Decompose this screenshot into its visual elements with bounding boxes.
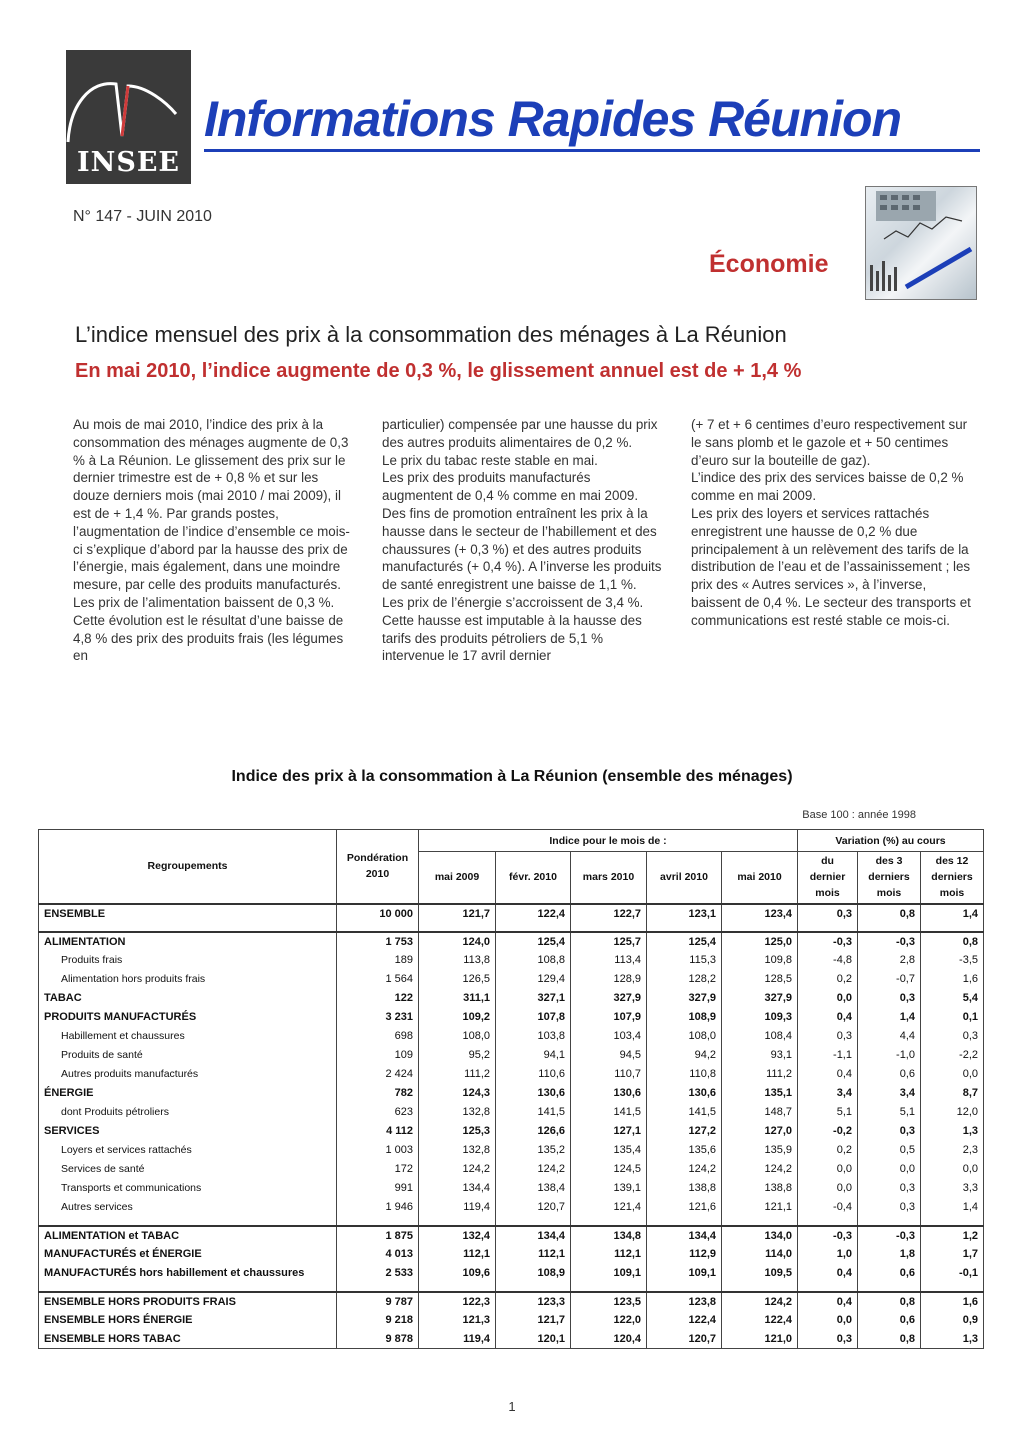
table-row [39,1198,984,1217]
row-weight: 9 787 [337,1292,419,1311]
article-paragraph: Les prix de l’énergie s’accroissent de 3,4 %. Cette hausse est imputable à la hausse des tarifs des produits pétroliers de 5,1 % intervenue le 17 avril dernier [382,594,644,664]
variation-cell: 4,4 [858,1027,921,1046]
variation-cell: 0,2 [798,970,858,989]
row-weight: 623 [337,1103,419,1122]
article-headline: L’indice mensuel des prix à la consommation des ménages à La Réunion [75,322,787,347]
variation-cell: 5,1 [798,1103,858,1122]
page-number: 1 [508,1399,516,1414]
header-regroupements: Regroupements [39,830,337,904]
variation-cell: 0,3 [858,989,921,1008]
header-index-group: Indice pour le mois de : [419,830,798,852]
index-cell: 124,2 [419,1160,496,1179]
index-cell: 111,2 [722,1065,798,1084]
variation-cell: 0,6 [858,1065,921,1084]
index-cell: 94,5 [571,1046,647,1065]
article-paragraph: Le prix du tabac reste stable en mai. [382,452,598,468]
index-cell: 135,2 [496,1141,571,1160]
variation-cell: -0,4 [798,1198,858,1217]
index-cell: 132,8 [419,1141,496,1160]
row-label: MANUFACTURÉS hors habillement et chaussures [39,1264,337,1283]
index-cell: 134,4 [647,1226,722,1245]
index-cell: 138,4 [496,1179,571,1198]
index-cell: 108,8 [496,951,571,970]
row-weight: 1 564 [337,970,419,989]
variation-cell: -1,1 [798,1046,858,1065]
variation-cell: -0,7 [858,970,921,989]
index-cell: 111,2 [419,1065,496,1084]
row-label: Produits frais [39,951,337,970]
index-cell: 128,9 [571,970,647,989]
table-row [39,1065,984,1084]
index-cell: 135,6 [647,1141,722,1160]
index-cell: 112,9 [647,1245,722,1264]
table-group-spacer [39,1283,984,1292]
index-cell: 130,6 [496,1084,571,1103]
variation-cell: -0,1 [921,1264,984,1283]
article-paragraph: Les prix de l’alimentation baissent de 0,3 %. Cette évolution est le résultat d’une baisse de 4,8 % des prix des produits frais (les légumes en [73,594,344,664]
variation-cell: 5,4 [921,989,984,1008]
article-paragraph: L’indice des prix des services baisse de 0,2 % comme en mai 2009. [691,470,964,504]
variation-cell: 8,7 [921,1084,984,1103]
variation-cell: 0,0 [798,1179,858,1198]
index-cell: 120,7 [496,1198,571,1217]
index-cell: 113,8 [419,951,496,970]
index-cell: 108,4 [722,1027,798,1046]
index-cell: 125,4 [496,932,571,951]
table-row [39,989,984,1008]
variation-cell: 1,6 [921,1292,984,1311]
index-cell: 126,6 [496,1122,571,1141]
table-row [39,1027,984,1046]
index-cell: 123,8 [647,1292,722,1311]
index-cell: 134,8 [571,1226,647,1245]
index-cell: 327,1 [496,989,571,1008]
insee-logo-text: INSEE [77,147,180,178]
table-row [39,1008,984,1027]
row-weight: 3 231 [337,1008,419,1027]
index-cell: 122,3 [419,1292,496,1311]
row-weight: 2 533 [337,1264,419,1283]
index-cell: 112,1 [571,1245,647,1264]
issue-number: N° 147 - JUIN 2010 [73,208,212,225]
variation-cell: 0,3 [858,1198,921,1217]
variation-cell: -2,2 [921,1046,984,1065]
index-cell: 124,5 [571,1160,647,1179]
article-paragraph: Les prix des loyers et services rattachés enregistrent une hausse de 0,2 % due principalement à un relèvement des tarifs de la distribution de l’eau et de l’assainissement ; les prix des « Autres services », à l’inverse, baissent de 0,4 %. Le secteur des transports et communications est resté stable ce mois-ci. [691,505,971,628]
index-cell: 112,1 [419,1245,496,1264]
row-label: ALIMENTATION [39,932,337,951]
index-cell: 94,1 [496,1046,571,1065]
index-cell: 94,2 [647,1046,722,1065]
table-row [39,1046,984,1065]
row-weight: 2 424 [337,1065,419,1084]
row-weight: 122 [337,989,419,1008]
index-cell: 125,0 [722,932,798,951]
index-cell: 122,4 [496,904,571,923]
variation-cell: 0,3 [798,1330,858,1349]
header-month: mai 2009 [419,852,496,904]
header-variation: du dernier mois [798,852,858,904]
index-cell: 128,5 [722,970,798,989]
row-label: ENSEMBLE HORS TABAC [39,1330,337,1349]
table-row [39,1141,984,1160]
variation-cell: 0,0 [798,1160,858,1179]
table-row [39,904,984,923]
index-cell: 121,1 [722,1198,798,1217]
index-cell: 128,2 [647,970,722,989]
variation-cell: -0,3 [858,932,921,951]
index-cell: 127,0 [722,1122,798,1141]
row-label: PRODUITS MANUFACTURÉS [39,1008,337,1027]
variation-cell: 0,8 [858,1292,921,1311]
table-row [39,1330,984,1349]
table-row [39,970,984,989]
table-row [39,951,984,970]
index-cell: 120,1 [496,1330,571,1349]
row-label: ÉNERGIE [39,1084,337,1103]
row-label: MANUFACTURÉS et ÉNERGIE [39,1245,337,1264]
header-variation-group: Variation (%) au cours [798,830,984,852]
table-row [39,1103,984,1122]
table-row [39,1160,984,1179]
article-column-3 [691,416,973,630]
index-cell: 138,8 [722,1179,798,1198]
row-weight: 4 013 [337,1245,419,1264]
variation-cell: 0,4 [798,1008,858,1027]
variation-cell: 0,8 [921,932,984,951]
index-cell: 132,4 [419,1226,496,1245]
header-month: avril 2010 [647,852,722,904]
index-cell: 113,4 [571,951,647,970]
index-cell: 311,1 [419,989,496,1008]
row-weight: 109 [337,1046,419,1065]
index-cell: 124,3 [419,1084,496,1103]
index-cell: 122,0 [571,1311,647,1330]
article-paragraph: Les prix des produits manufacturés augmentent de 0,4 % comme en mai 2009. Des fins de promotion entraînent les prix à la hausse dans le secteur de l’habillement et des chaussures (+ 0,3 %) et des autres produits manufacturés (+ 0,4 %). A l’inverse les produits de santé enregistrent une baisse de 1,1 %. [382,470,662,593]
index-cell: 109,5 [722,1264,798,1283]
variation-cell: -0,3 [798,932,858,951]
index-cell: 121,7 [496,1311,571,1330]
base-note: Base 100 : année 1998 [802,809,916,821]
variation-cell: 1,2 [921,1226,984,1245]
row-weight: 1 753 [337,932,419,951]
table-row [39,1226,984,1245]
spacer-cell [39,1217,337,1226]
index-cell: 148,7 [722,1103,798,1122]
index-cell: 114,0 [722,1245,798,1264]
article-paragraph: (+ 7 et + 6 centimes d’euro respectivement sur le sans plomb et le gazole et + 50 centimes d’euro sur la bouteille de gaz). [691,417,968,468]
row-label: TABAC [39,989,337,1008]
variation-cell: -4,8 [798,951,858,970]
row-label: Loyers et services rattachés [39,1141,337,1160]
variation-cell: 0,3 [858,1179,921,1198]
variation-cell: 1,4 [921,904,984,923]
index-cell: 121,7 [419,904,496,923]
section-label: Économie [709,250,829,278]
spacer-cell [39,923,337,932]
index-cell: 135,9 [722,1141,798,1160]
index-cell: 134,4 [419,1179,496,1198]
variation-cell: 0,8 [858,904,921,923]
row-weight: 10 000 [337,904,419,923]
row-label: ENSEMBLE HORS PRODUITS FRAIS [39,1292,337,1311]
header-month: mars 2010 [571,852,647,904]
index-cell: 139,1 [571,1179,647,1198]
variation-cell: 0,3 [858,1122,921,1141]
index-cell: 119,4 [419,1198,496,1217]
index-cell: 124,2 [496,1160,571,1179]
index-cell: 138,8 [647,1179,722,1198]
index-cell: 130,6 [571,1084,647,1103]
index-cell: 121,0 [722,1330,798,1349]
index-cell: 123,3 [496,1292,571,1311]
index-cell: 125,4 [647,932,722,951]
header-ponderation: Pondération 2010 [337,830,419,904]
index-cell: 121,4 [571,1198,647,1217]
variation-cell: 0,8 [858,1330,921,1349]
variation-cell: 5,1 [858,1103,921,1122]
index-cell: 103,4 [571,1027,647,1046]
index-cell: 124,2 [722,1160,798,1179]
index-cell: 327,9 [571,989,647,1008]
index-cell: 112,1 [496,1245,571,1264]
index-cell: 108,9 [647,1008,722,1027]
index-cell: 130,6 [647,1084,722,1103]
header-month: mai 2010 [722,852,798,904]
table-group-spacer [39,1217,984,1226]
index-cell: 124,0 [419,932,496,951]
row-label: Alimentation hors produits frais [39,970,337,989]
variation-cell: 0,6 [858,1264,921,1283]
index-cell: 107,9 [571,1008,647,1027]
title-underline [204,149,980,152]
index-cell: 110,6 [496,1065,571,1084]
index-cell: 120,4 [571,1330,647,1349]
variation-cell: 0,6 [858,1311,921,1330]
row-weight: 172 [337,1160,419,1179]
index-cell: 120,7 [647,1330,722,1349]
variation-cell: -0,3 [858,1226,921,1245]
index-cell: 115,3 [647,951,722,970]
index-cell: 122,7 [571,904,647,923]
variation-cell: 0,3 [798,904,858,923]
variation-cell: 3,3 [921,1179,984,1198]
index-cell: 123,1 [647,904,722,923]
index-cell: 135,1 [722,1084,798,1103]
variation-cell: 2,8 [858,951,921,970]
variation-cell: -0,3 [798,1226,858,1245]
row-label: Autres produits manufacturés [39,1065,337,1084]
row-label: ENSEMBLE [39,904,337,923]
index-cell: 127,2 [647,1122,722,1141]
index-cell: 119,4 [419,1330,496,1349]
variation-cell: 0,4 [798,1065,858,1084]
index-cell: 125,7 [571,932,647,951]
index-cell: 109,6 [419,1264,496,1283]
index-cell: 103,8 [496,1027,571,1046]
row-weight: 991 [337,1179,419,1198]
index-cell: 109,2 [419,1008,496,1027]
table-title: Indice des prix à la consommation à La Réunion (ensemble des ménages) [231,768,793,785]
calculator-chart-photo [865,186,977,300]
index-cell: 121,3 [419,1311,496,1330]
article-subheadline: En mai 2010, l’indice augmente de 0,3 %, le glissement annuel est de + 1,4 % [75,360,802,382]
variation-cell: 0,0 [921,1065,984,1084]
table-row [39,932,984,951]
index-cell: 109,1 [571,1264,647,1283]
row-weight: 9 218 [337,1311,419,1330]
variation-cell: 2,3 [921,1141,984,1160]
variation-cell: 1,4 [858,1008,921,1027]
article-column-1 [73,416,355,665]
index-cell: 127,1 [571,1122,647,1141]
row-weight: 9 878 [337,1330,419,1349]
index-cell: 107,8 [496,1008,571,1027]
table-row [39,1264,984,1283]
variation-cell: 1,0 [798,1245,858,1264]
variation-cell: 1,3 [921,1330,984,1349]
index-cell: 134,0 [722,1226,798,1245]
row-label: Autres services [39,1198,337,1217]
index-cell: 327,9 [647,989,722,1008]
variation-cell: 1,6 [921,970,984,989]
row-label: Produits de santé [39,1046,337,1065]
index-cell: 110,7 [571,1065,647,1084]
variation-cell: 12,0 [921,1103,984,1122]
variation-cell: 3,4 [858,1084,921,1103]
variation-cell: 3,4 [798,1084,858,1103]
table-row [39,1084,984,1103]
row-label: Services de santé [39,1160,337,1179]
variation-cell: 0,3 [921,1027,984,1046]
spacer-cell [39,1283,337,1292]
publication-title: Informations Rapides Réunion [204,91,902,147]
table-row [39,1311,984,1330]
table-row [39,1292,984,1311]
header-month: févr. 2010 [496,852,571,904]
row-weight: 782 [337,1084,419,1103]
variation-cell: 1,7 [921,1245,984,1264]
row-weight: 1 003 [337,1141,419,1160]
index-cell: 108,0 [419,1027,496,1046]
variation-cell: 0,4 [798,1292,858,1311]
variation-cell: 0,3 [798,1027,858,1046]
index-cell: 132,8 [419,1103,496,1122]
index-cell: 124,2 [722,1292,798,1311]
row-label: ALIMENTATION et TABAC [39,1226,337,1245]
table-group-spacer [39,923,984,932]
index-cell: 108,9 [496,1264,571,1283]
row-weight: 1 946 [337,1198,419,1217]
row-weight: 4 112 [337,1122,419,1141]
variation-cell: 0,1 [921,1008,984,1027]
index-cell: 122,4 [722,1311,798,1330]
index-cell: 108,0 [647,1027,722,1046]
variation-cell: 0,5 [858,1141,921,1160]
variation-cell: 0,0 [921,1160,984,1179]
table-row [39,1179,984,1198]
index-cell: 135,4 [571,1141,647,1160]
index-cell: 129,4 [496,970,571,989]
index-cell: 327,9 [722,989,798,1008]
index-cell: 93,1 [722,1046,798,1065]
row-label: ENSEMBLE HORS ÉNERGIE [39,1311,337,1330]
variation-cell: 1,4 [921,1198,984,1217]
variation-cell: 1,3 [921,1122,984,1141]
index-cell: 141,5 [647,1103,722,1122]
index-cell: 121,6 [647,1198,722,1217]
article-column-2 [382,416,664,665]
variation-cell: 0,2 [798,1141,858,1160]
index-cell: 109,1 [647,1264,722,1283]
table-row [39,1122,984,1141]
variation-cell: -3,5 [921,951,984,970]
insee-logo [66,50,191,184]
row-weight: 189 [337,951,419,970]
variation-cell: 0,0 [798,989,858,1008]
index-cell: 122,4 [647,1311,722,1330]
article-paragraph: Au mois de mai 2010, l’indice des prix à la consommation des ménages augmente de 0,3 % à La Réunion. Le glissement des prix sur le dernier trimestre est de + 0,8 % et sur les douze derniers mois (mai 2010 / mai 2009), il est de + 1,4 %. Par grands postes, l’augmentation de l’indice d’ensemble ce mois-ci s’explique d’abord par la hausse des prix de l’énergie, mais également, dans une moindre mesure, par celle des produits manufacturés. [73,417,350,593]
index-cell: 134,4 [496,1226,571,1245]
index-cell: 141,5 [571,1103,647,1122]
index-cell: 110,8 [647,1065,722,1084]
index-cell: 125,3 [419,1122,496,1141]
index-cell: 123,4 [722,904,798,923]
index-cell: 109,3 [722,1008,798,1027]
variation-cell: -1,0 [858,1046,921,1065]
row-label: dont Produits pétroliers [39,1103,337,1122]
row-weight: 1 875 [337,1226,419,1245]
cpi-table-body [39,904,984,1349]
cpi-table [38,829,984,1349]
variation-cell: 0,4 [798,1264,858,1283]
index-cell: 109,8 [722,951,798,970]
table-row [39,1245,984,1264]
variation-cell: 0,9 [921,1311,984,1330]
variation-cell: 0,0 [798,1311,858,1330]
index-cell: 124,2 [647,1160,722,1179]
header-variation: des 3 derniers mois [858,852,921,904]
row-label: Transports et communications [39,1179,337,1198]
row-label: SERVICES [39,1122,337,1141]
index-cell: 141,5 [496,1103,571,1122]
row-weight: 698 [337,1027,419,1046]
variation-cell: 0,0 [858,1160,921,1179]
row-label: Habillement et chaussures [39,1027,337,1046]
index-cell: 126,5 [419,970,496,989]
variation-cell: -0,2 [798,1122,858,1141]
index-cell: 95,2 [419,1046,496,1065]
index-cell: 123,5 [571,1292,647,1311]
header-variation: des 12 derniers mois [921,852,984,904]
variation-cell: 1,8 [858,1245,921,1264]
article-paragraph: particulier) compensée par une hausse du prix des autres produits alimentaires de 0,2 %. [382,417,658,450]
